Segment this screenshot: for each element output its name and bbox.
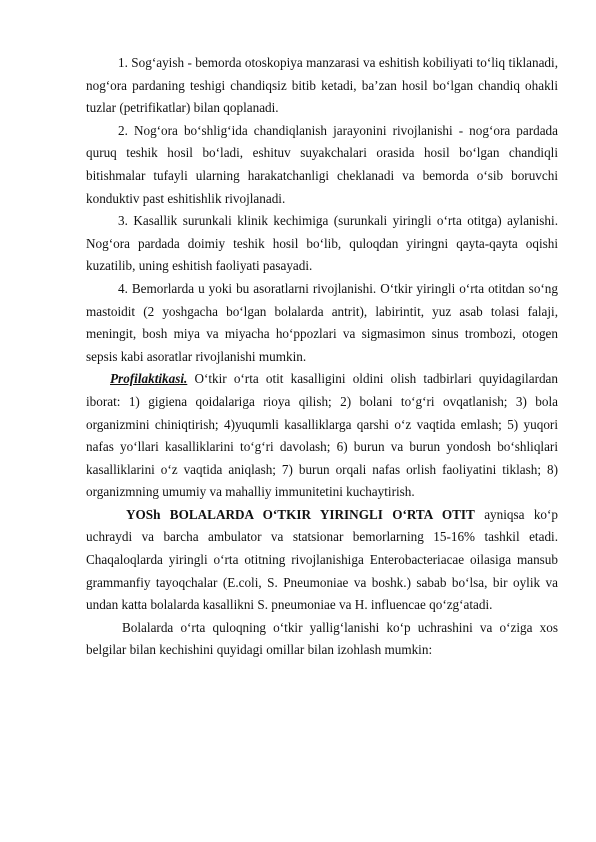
infant-otitis-text: ayniqsa ko‘p uchraydi va barcha ambulator va statsionar bemorlarning 15-16% tashkil etadi. Chaqaloqlarda yiringli o‘rta otitning rivojlanishiga Enterobacteriacae oilasiga mansub grammanfiy tayoqchalar (E.coli, S. Pneumoniae va boshk.) sabab bo‘lsa, bir oylik va undan katta bolalarda kasallikni S. pneumoniae va H. influencae qo‘zg‘atadi. <box>86 506 558 613</box>
paragraph-outcome-chronic: 3. Kasallik surunkali klinik kechimiga (surunkali yiringli o‘rta otitga) aylanishi. Nog‘ora pardada doimiy teshik hosil bo‘lib, quloqdan yiringni qayta-qayta oqishi kuzatilib, uning eshitish faoliyati pasayadi. <box>86 213 558 274</box>
paragraph-outcome-scarring: 2. Nog‘ora bo‘shlig‘ida chandiqlanish jarayonini rivojlanishi - nog‘ora pardada quruq teshik hosil bo‘ladi, eshituv suyakchalari orasida hosil bo‘lgan chandiqli bitishmalar tufayli ularning harakatchanligi cheklanadi va bemorda o‘sib boruvchi konduktiv past eshitishlik rivojlanadi. <box>86 122 558 206</box>
paragraph-infant-otitis <box>86 504 558 617</box>
paragraph-outcome-recovery: 1. Sog‘ayish - bemorda otoskopiya manzarasi va eshitish kobiliyati to‘liq tiklanadi, nog‘ora pardaning teshigi chandiqsiz bitib ketadi, ba’zan hosil bo‘lgan chandiq ohakli tuzlar (petrifikatlar) bilan qoplanadi. <box>86 55 558 116</box>
prophylaxis-heading: Profilaktikasi. <box>110 371 188 387</box>
paragraph-prophylaxis <box>86 368 558 504</box>
paragraph-outcome-complications: 4. Bemorlarda u yoki bu asoratlarni rivojlanishi. O‘tkir yiringli o‘rta otitdan so‘ng mastoidit (2 yoshgacha bo‘lgan bolalarda antrit), labirintit, yuz asab tolasi falaji, meningit, bosh miya va miyacha ho‘ppozlari va sigmasimon sinus trombozi, otogen sepsis kabi asoratlar rivojlanishi mumkin. <box>86 280 558 364</box>
prophylaxis-text: O‘tkir o‘rta otit kasalligini oldini olish tadbirlari quyidagilardan iborat: 1) gigiena qoidalariga rioya qilish; 2) bolani to‘g‘ri ovqatlanish; 3) bola organizmini chiniqtirish; 4)yuqumli kasalliklarga qarshi o‘z vaqtida emlash; 5) yuqori nafas yo‘llari kasalliklarini to‘g‘ri davolash; 6) burun va burun yondosh bo‘shliqlari kasalliklarini o‘z vaqtida aniqlash; 7) burun orqali nafas orlish faoliyatini tiklash; 8) organizmning umumiy va mahalliy immunitetini kuchaytirish. <box>86 371 558 500</box>
document-page <box>86 52 558 662</box>
paragraph-children-factors: Bolalarda o‘rta quloqning o‘tkir yallig‘lanishi ko‘p uchrashini va o‘ziga xos belgilar bilan kechishini quyidagi omillar bilan izohlash mumkin: <box>86 619 558 658</box>
infant-otitis-heading: YOSh BOLALARDA O‘TKIR YIRINGLI O‘RTA OTIT <box>126 506 475 522</box>
